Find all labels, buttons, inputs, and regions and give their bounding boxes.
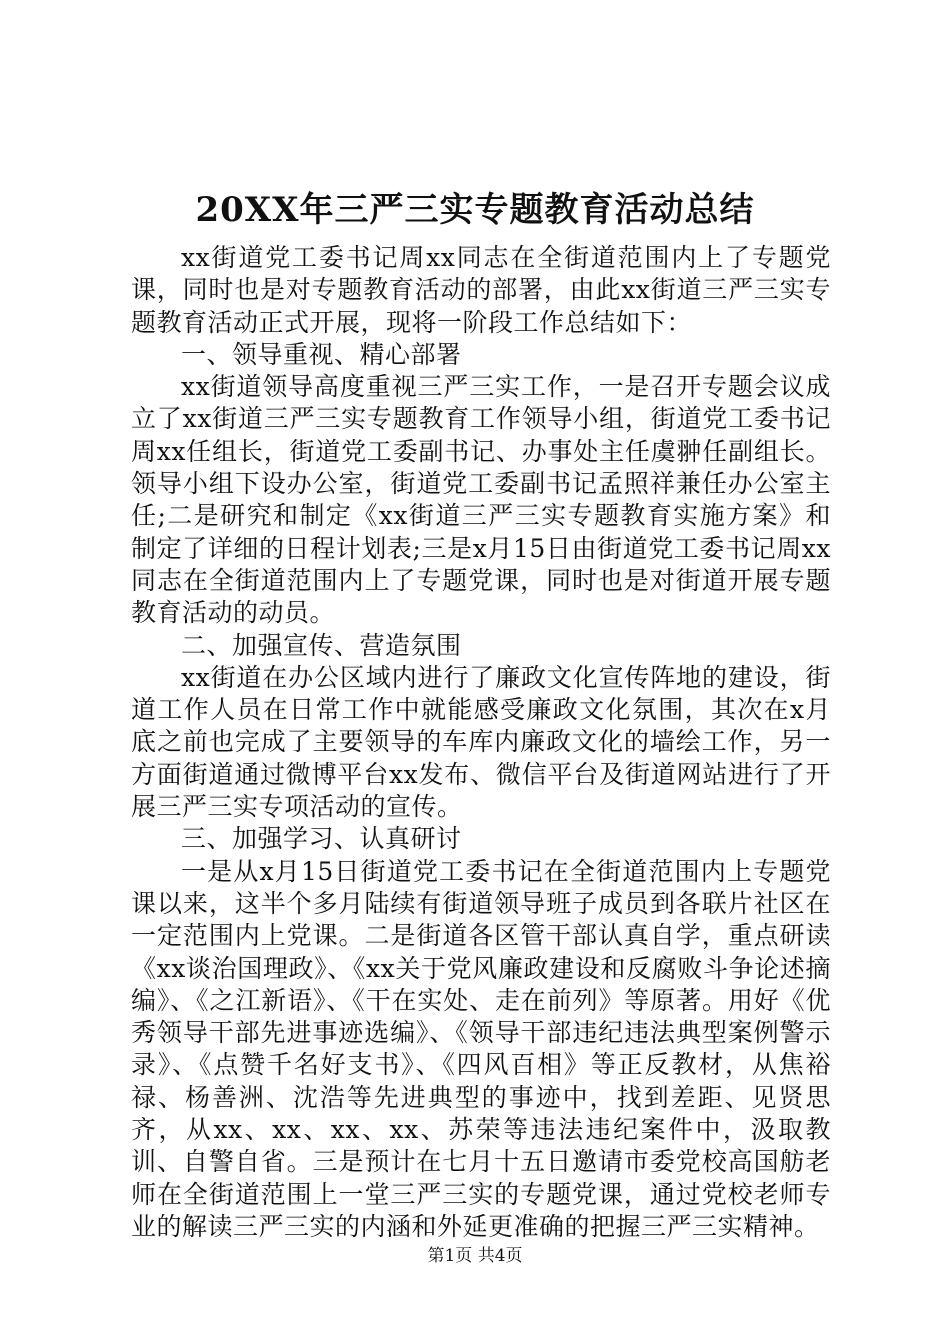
section-paragraph-1: xx街道领导高度重视三严三实工作，一是召开专题会议成立了xx街道三严三实专题教育工作领导小组，街道党工委书记周xx任组长，街道党工委副书记、办事处主任虞翀任副组长。领导小组下设办公室，街道党工委副书记孟照祥兼任办公室主任;二是研究和制定《xx街道三严三实专题教育实施方案》和制定了详细的日程计划表;三是x月15日由街道党工委书记周xx同志在全街道范围内上了专题党课，同时也是对街道开展专题教育活动的动员。	[131, 372, 831, 628]
section-paragraph-2: xx街道在办公区域内进行了廉政文化宣传阵地的建设，街道工作人员在日常工作中就能感受廉政文化氛围，其次在x月底之前也完成了主要领导的车库内廉政文化的墙绘工作，另一方面街道通过微博平台xx发布、微信平台及街道网站进行了开展三严三实专项活动的宣传。	[131, 662, 831, 822]
section-paragraph-3: 一是从x月15日街道党工委书记在全街道范围内上专题党课以来，这半个多月陆续有街道领导班子成员到各联片社区在一定范围内上党课。二是街道各区管干部认真自学，重点研读《xx谈治国理政》、《xx关于党风廉政建设和反腐败斗争论述摘编》、《之江新语》、《干在实处、走在前列》等原著。用好《优秀领导干部先进事迹选编》、《领导干部违纪违法典型案例警示录》、《点赞千名好支书》、《四风百相》等正反教材，从焦裕禄、杨善洲、沈浩等先进典型的事迹中，找到差距、见贤思齐，从xx、xx、xx、xx、苏荣等违法违纪案件中，汲取教训、自警自省。三是预计在七月十五日邀请市委党校高国舫老师在全街道范围上一堂三严三实的专题党课，通过党校老师专业的解读三严三实的内涵和外延更准确的把握三严三实精神。	[131, 856, 831, 1241]
document-body	[131, 242, 831, 1243]
intro-paragraph: xx街道党工委书记周xx同志在全街道范围内上了专题党课，同时也是对专题教育活动的部署，由此xx街道三严三实专题教育活动正式开展，现将一阶段工作总结如下：	[131, 243, 831, 337]
section-heading-1: 一、领导重视、精心部署	[181, 339, 462, 369]
section-heading-3: 三、加强学习、认真研讨	[181, 824, 462, 854]
section-heading-2: 二、加强宣传、营造氛围	[181, 630, 462, 660]
document-title: 20XX年三严三实专题教育活动总结	[195, 190, 755, 230]
page-footer: 第1页 共4页	[427, 1246, 523, 1266]
